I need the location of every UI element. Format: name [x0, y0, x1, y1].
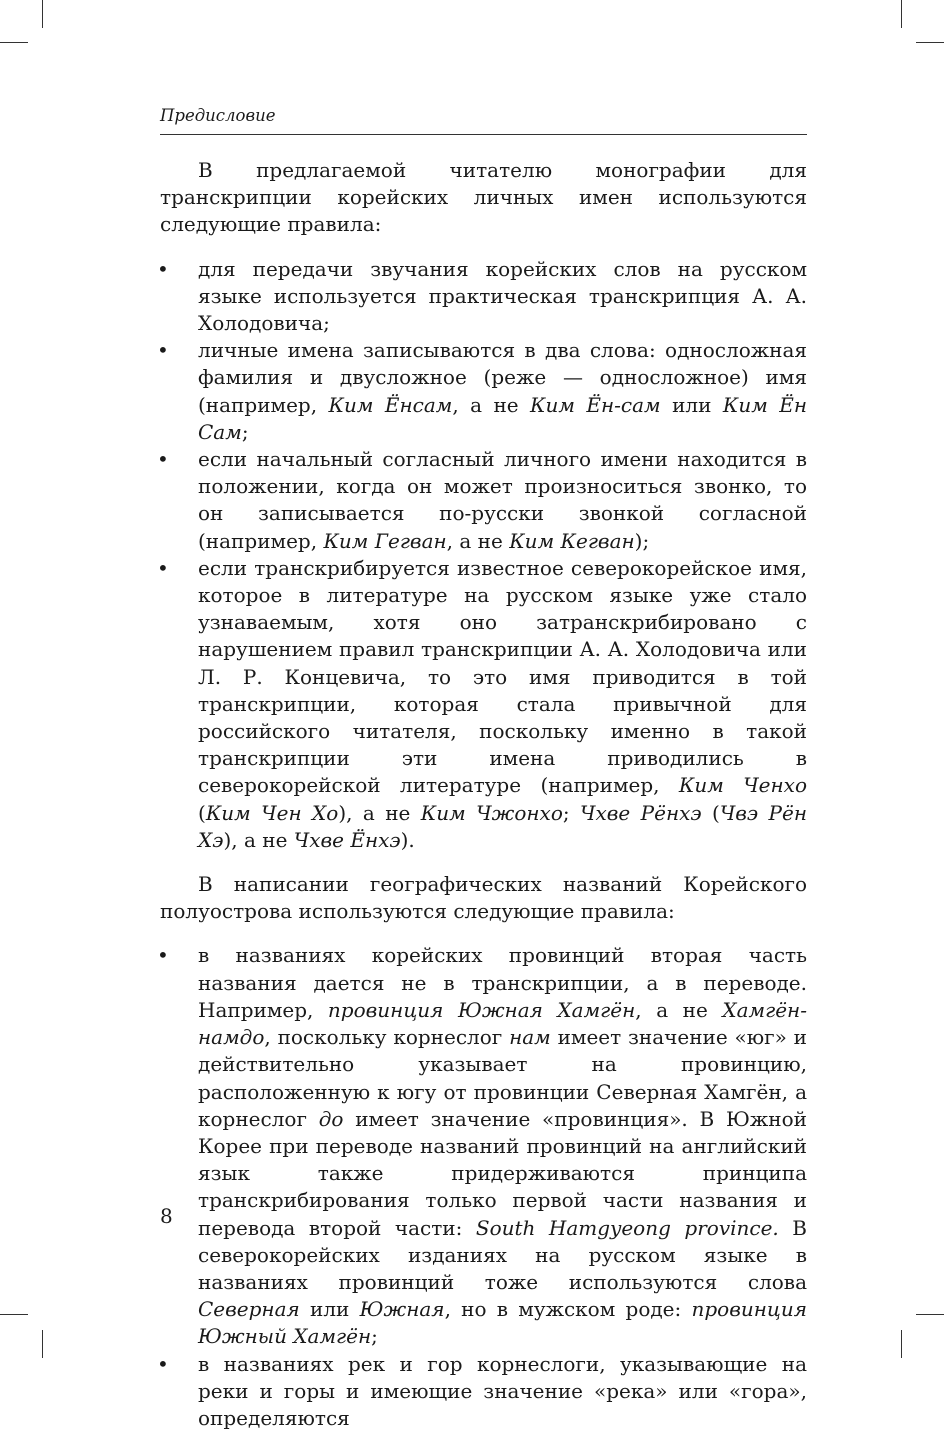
bullet: • [157, 256, 169, 281]
body-text [157, 157, 808, 1432]
list-item: • для передачи звучания корейских слов на русском языке используется практическая транскрипция А. А. Холодовича; [157, 256, 807, 336]
bullet: • [157, 447, 169, 472]
crop-mark [42, 1330, 43, 1358]
list-item: • в названиях корейских провинций вторая часть названия дается не в транскрипции, а в переводе. Например, провинция Южная Хамгён, а не Хамгён-намдо, поскольку корнеслог нам имеет значение «юг» и действительно указывает на провинцию, расположенную к югу от провинции Северная Хамгён, а корнеслог до имеет значение «провинция». В Южной Корее при переводе названий провинций на английский язык также придерживаются принципа транскрибирования только первой части названия и перевода второй части: South Hamgyeong province. В северокорейских изданиях на русском языке в названиях провинций тоже используются слова Северная или Южная, но в мужском роде: провинция Южный Хамгён; [157, 943, 807, 1349]
crop-mark [0, 42, 28, 43]
bullet: • [157, 943, 169, 968]
crop-mark [0, 1314, 28, 1315]
header-rule [160, 134, 807, 135]
list-item: • если транскрибируется известное северокорейское имя, которое в литературе на русском языке уже стало узнаваемым, хотя оно затранскрибировано с нарушением правил транскрипции А. А. Холодовича или Л. Р. Концевича, то это имя приводится в той транскрипции, которая стала привычной для российского читателя, поскольку именно в такой транскрипции эти имена приводились в северокорейской литературе (например, Ким Ченхо (Ким Чен Хо), а не Ким Чжонхо; Чхве Рёнхэ (Чвэ Рён Хэ), а не Чхве Ёнхэ). [157, 555, 808, 852]
bullet: • [157, 1351, 169, 1376]
crop-mark [901, 0, 902, 28]
name-rules-list [157, 256, 808, 854]
list-item: • если начальный согласный личного имени находится в положении, когда он может произноситься звонко, то он записывается по-русски звонкой согласной (например, Ким Гегван, а не Ким Кегван); [157, 447, 807, 553]
crop-mark [901, 1330, 902, 1358]
crop-mark [916, 1314, 944, 1315]
bullet: • [157, 338, 169, 363]
list-item: • личные имена записываются в два слова: односложная фамилия и двусложное (реже — односложное) имя (например, Ким Ёнсам, а не Ким Ён-сам или Ким Ён Сам; [157, 338, 807, 444]
paragraph: В предлагаемой читателю монографии для транскрипции корейских личных имен используются следующие правила: [160, 158, 807, 237]
crop-mark [42, 0, 43, 28]
crop-mark [916, 42, 944, 43]
page-number: 8 [160, 1204, 173, 1228]
list-item: • в названиях рек и гор корнеслоги, указывающие на реки и горы и имеющие значение «река» или «гора», определяются [157, 1351, 807, 1430]
bullet: • [157, 555, 169, 580]
paragraph: В написании географических названий Корейского полуострова используются следующие правила: [160, 872, 807, 924]
running-head: Предисловие [160, 106, 276, 125]
geo-rules-list [157, 942, 807, 1432]
